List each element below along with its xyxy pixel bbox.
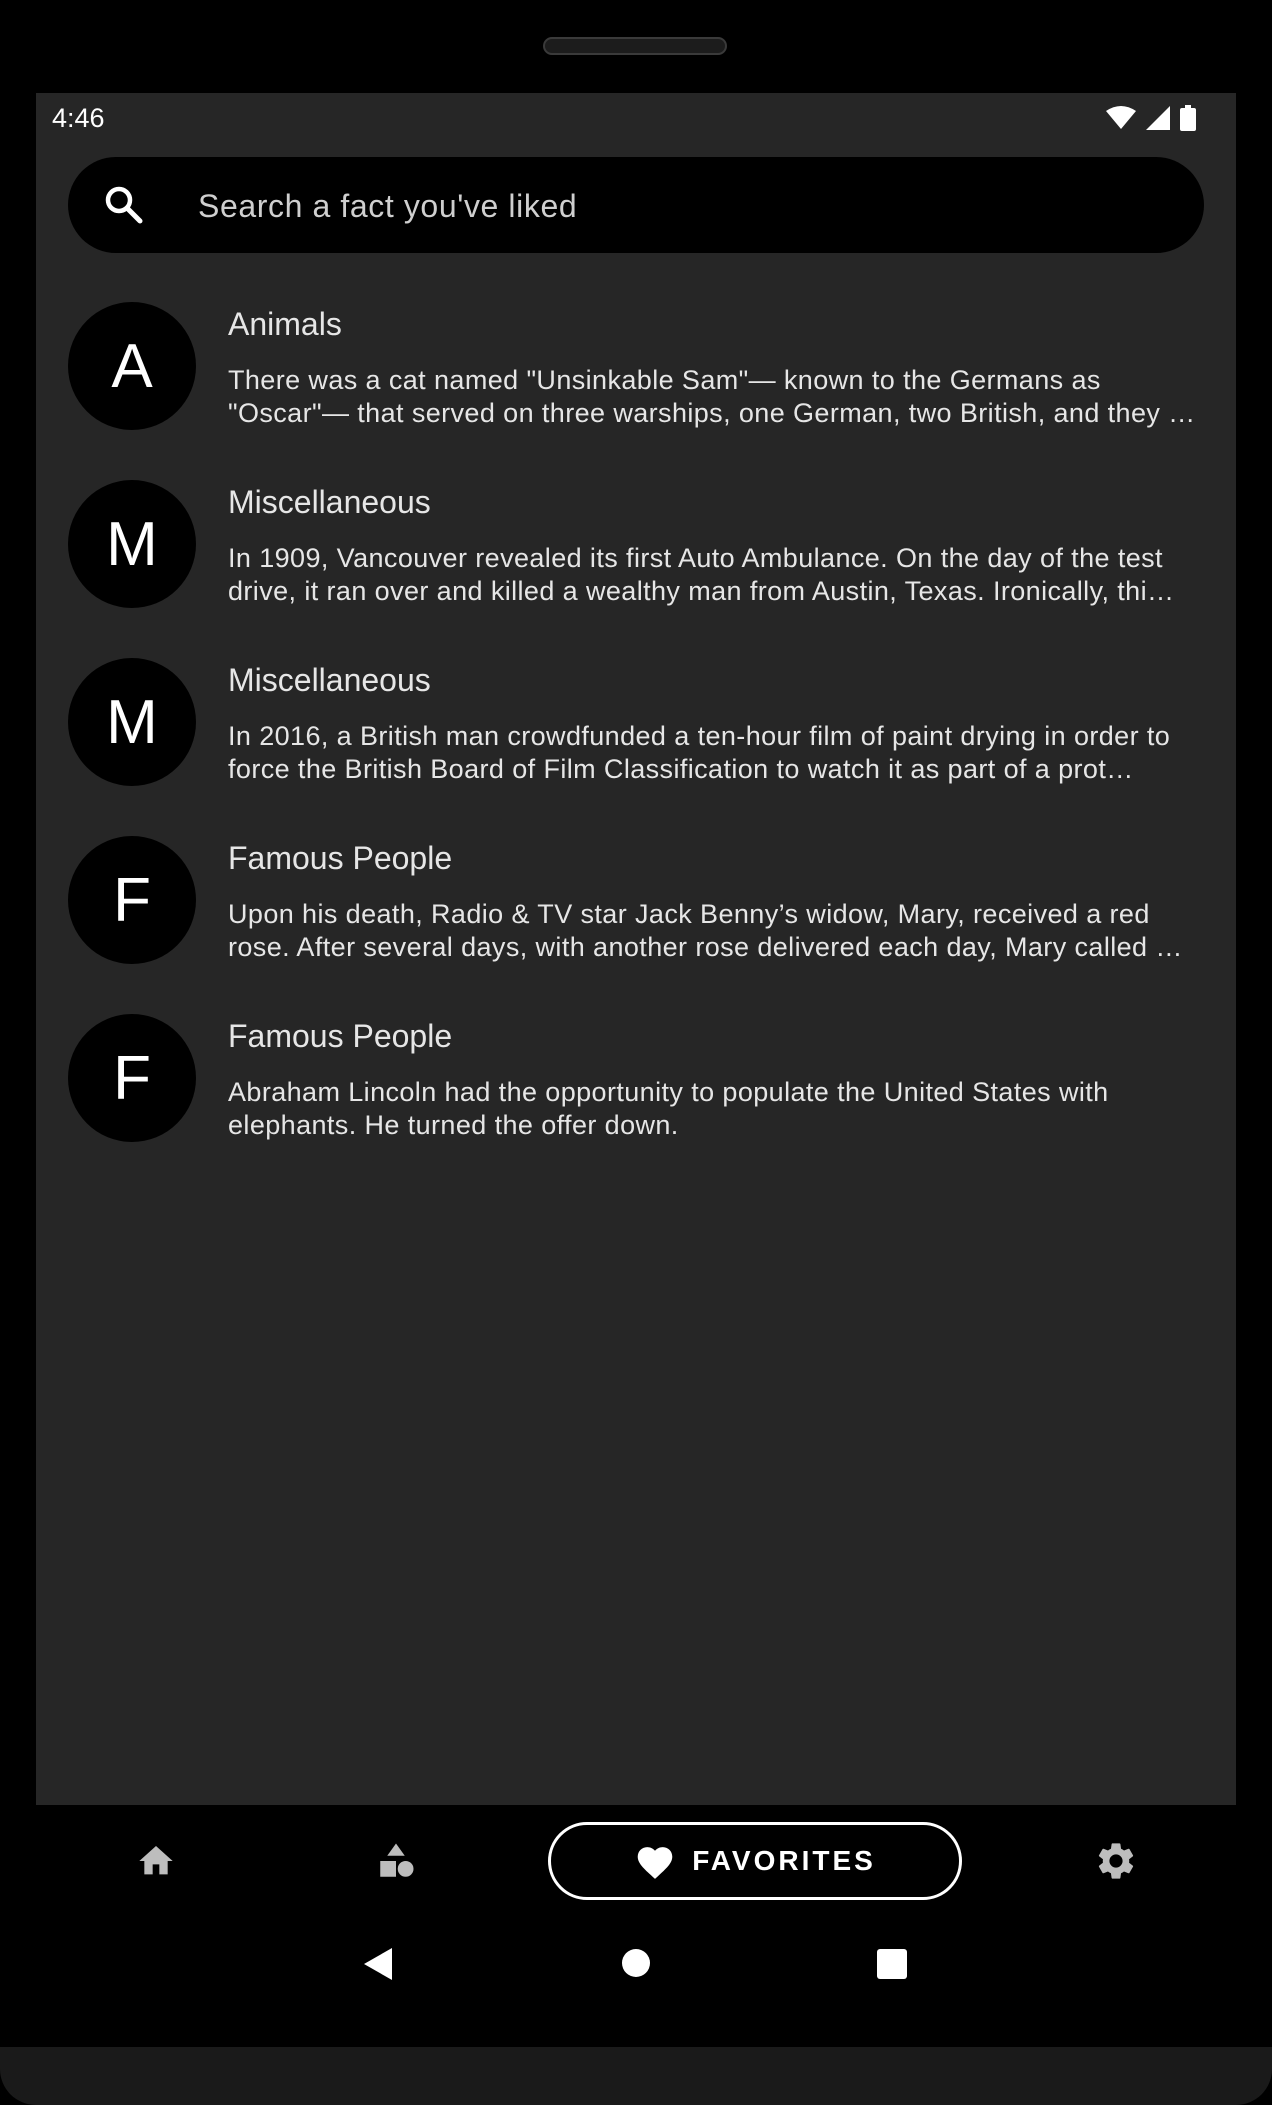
fact-list-item[interactable] — [68, 480, 1208, 640]
fact-category: Miscellaneous — [228, 484, 431, 520]
app-screen — [36, 93, 1236, 1805]
favorites-label: FAVORITES — [692, 1845, 876, 1876]
fact-text: In 2016, a British man crowdfunded a ten-hour film of paint drying in order to force the British Board of Film Classification to watch it as part of a prot… — [228, 721, 1171, 784]
nav-home-button[interactable] — [126, 1831, 186, 1891]
home-circle-icon[interactable] — [621, 1948, 651, 1978]
fact-text: Abraham Lincoln had the opportunity to populate the United States with elephants. He turned the offer down. — [228, 1077, 1109, 1140]
battery-icon — [1180, 105, 1196, 131]
back-icon[interactable] — [362, 1946, 394, 1982]
fact-text: In 1909, Vancouver revealed its first Auto Ambulance. On the day of the test drive, it ran over and killed a wealthy man from Austin, Texas. Ironically, thi… — [228, 543, 1175, 606]
status-bar — [36, 93, 1236, 143]
status-icons — [1106, 105, 1196, 131]
fact-list-item[interactable] — [68, 1014, 1208, 1174]
fact-category: Famous People — [228, 840, 453, 876]
device-bezel-bottom — [0, 2047, 1272, 2105]
favorites-tab-button[interactable] — [548, 1822, 962, 1900]
fact-text: Upon his death, Radio & TV star Jack Benny’s widow, Mary, received a red rose. After several days, with another rose delivered each day, Mary called … — [228, 899, 1183, 962]
fact-category: Animals — [228, 306, 342, 342]
search-bar[interactable] — [68, 157, 1204, 253]
speaker-grille — [543, 37, 727, 55]
search-icon — [104, 185, 144, 225]
fact-list-item[interactable] — [68, 302, 1208, 462]
recents-square-icon[interactable] — [876, 1948, 908, 1980]
nav-settings-button[interactable] — [1086, 1831, 1146, 1891]
category-avatar: M — [68, 658, 196, 786]
home-icon — [136, 1841, 176, 1881]
shapes-icon — [375, 1840, 417, 1882]
status-time: 4:46 — [52, 103, 105, 133]
search-input[interactable] — [196, 157, 1160, 255]
category-avatar: F — [68, 1014, 196, 1142]
system-navigation-bar — [0, 1917, 1272, 2047]
nav-categories-button[interactable] — [366, 1831, 426, 1891]
category-avatar: A — [68, 302, 196, 430]
fact-category: Miscellaneous — [228, 662, 431, 698]
bottom-navigation — [0, 1805, 1272, 1917]
category-avatar: F — [68, 836, 196, 964]
fact-category: Famous People — [228, 1018, 453, 1054]
heart-icon — [634, 1842, 676, 1880]
signal-icon — [1146, 106, 1170, 130]
fact-list-item[interactable] — [68, 658, 1208, 818]
gear-icon — [1094, 1839, 1138, 1883]
fact-text: There was a cat named "Unsinkable Sam"— known to the Germans as "Oscar"— that served on three warships, one German, two British, and they … — [228, 365, 1196, 428]
fact-list-item[interactable] — [68, 836, 1208, 996]
category-avatar: M — [68, 480, 196, 608]
wifi-icon — [1106, 106, 1136, 130]
